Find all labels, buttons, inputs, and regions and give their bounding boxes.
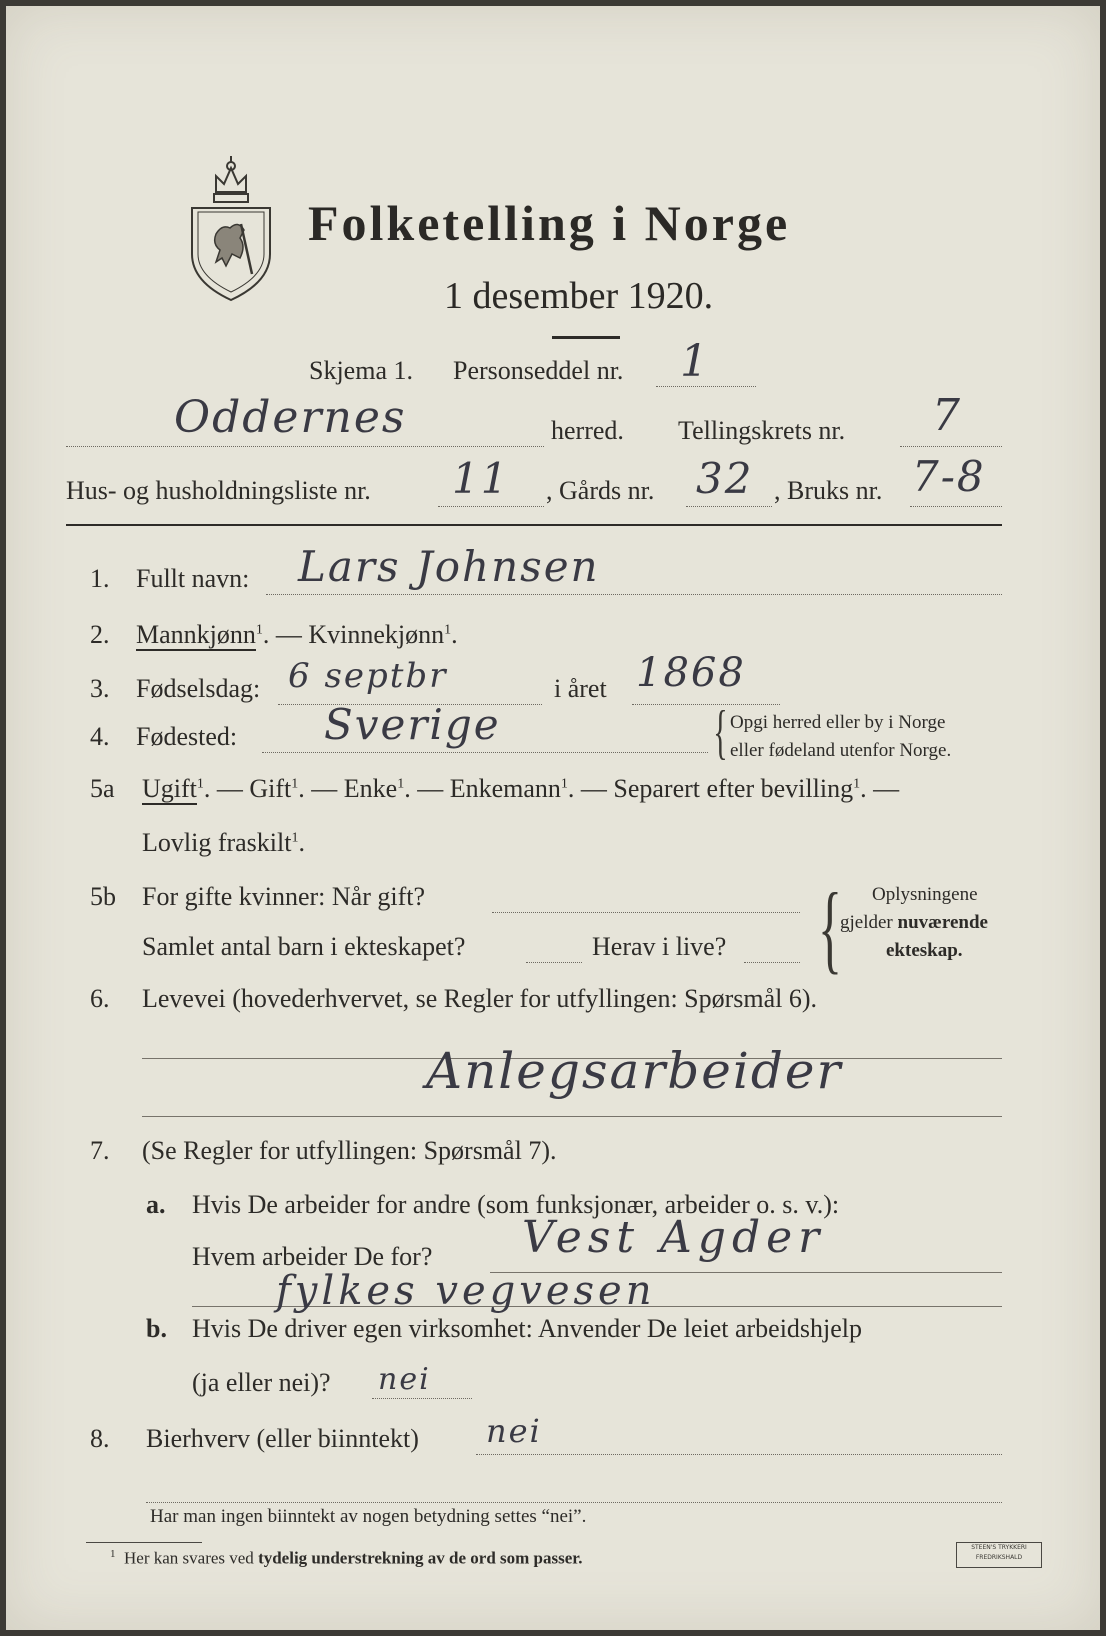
- q3-year-label: i året: [554, 674, 607, 703]
- printer-stamp: [956, 1542, 1042, 1568]
- q7b-line: [372, 1398, 472, 1399]
- q5a-gift[interactable]: Gift: [249, 774, 292, 803]
- q7a-value-2[interactable]: fylkes vegvesen: [276, 1268, 656, 1314]
- hus-label: Hus- og husholdningsliste nr.: [66, 476, 371, 505]
- q5a-enke[interactable]: Enke: [343, 774, 398, 803]
- q2-sep: . —: [262, 620, 309, 649]
- q2-mann[interactable]: Mannkjønn: [136, 620, 256, 649]
- q5a-ugift[interactable]: Ugift: [142, 774, 197, 803]
- q5a-sup-2: 1: [291, 776, 299, 792]
- q4-number: 4.: [90, 722, 110, 751]
- q7b-number: b.: [146, 1314, 167, 1343]
- herred-label: herred.: [551, 416, 624, 445]
- gards-line: [686, 506, 772, 507]
- q7-number: 7.: [90, 1136, 110, 1165]
- q1-value[interactable]: Lars Johnsen: [298, 542, 600, 591]
- gards-label: , Gårds nr.: [546, 476, 655, 505]
- herred-line: [66, 446, 544, 447]
- q5a-sup-1: 1: [196, 776, 204, 792]
- herred-value[interactable]: Oddernes: [174, 392, 407, 443]
- q7a-label: Hvis De arbeider for andre (som funksjonær, arbeider o. s. v.):: [192, 1190, 840, 1219]
- q3-year-line: [632, 704, 780, 705]
- q5a-sup-5: 1: [853, 776, 861, 792]
- bruks-label: , Bruks nr.: [774, 476, 883, 505]
- q6-line-2: [142, 1116, 1002, 1117]
- q7a-value-1[interactable]: Vest Agder: [522, 1212, 826, 1263]
- q5a-number: 5a: [90, 774, 115, 803]
- q1-label: Fullt navn:: [136, 564, 250, 593]
- q5a-fraskilt[interactable]: Lovlig fraskilt: [142, 828, 292, 857]
- q5b-note-2a: gjelder: [840, 912, 898, 933]
- q5a-options: Ugift$^1$. — Gift$^1$. — Enke$^1$. — Enkemann$^1$. — Separert efter bevilling$^1$. —: [142, 774, 900, 803]
- bruks-line: [910, 506, 1002, 507]
- q1-line: [266, 594, 1002, 595]
- footer-note: Har man ingen biinntekt av nogen betydning settes “nei”.: [150, 1506, 587, 1527]
- q8-line: [476, 1454, 1002, 1455]
- q4-line: [262, 752, 708, 753]
- q5b-line-1: [492, 912, 800, 913]
- tellingskrets-label: Tellingskrets nr.: [678, 416, 846, 445]
- header-divider: [66, 524, 1002, 526]
- census-form-page: [6, 6, 1100, 1630]
- title-divider: [552, 336, 620, 339]
- q5a-separert[interactable]: Separert efter bevilling: [613, 774, 854, 803]
- q5b-number: 5b: [90, 882, 116, 911]
- q7b-label: Hvis De driver egen virksomhet: Anvender De leiet arbeidshjelp: [192, 1314, 863, 1343]
- q2-end: .: [451, 620, 458, 649]
- personseddel-label: Personseddel nr.: [453, 356, 624, 385]
- q5b-line-2: [526, 962, 582, 963]
- stamp-line-1: STEEN'S TRYKKERI: [971, 1544, 1027, 1551]
- q6-number: 6.: [90, 984, 110, 1013]
- stamp-line-2: FREDRIKSHALD: [975, 1554, 1023, 1561]
- q5a-enkemann[interactable]: Enkemann: [449, 774, 561, 803]
- q6-label: Levevei (hovederhvervet, se Regler for utfyllingen: Spørsmål 6).: [142, 984, 818, 1013]
- q2-kvinne-sup: 1: [444, 622, 452, 638]
- q5b-line-3: [744, 962, 800, 963]
- q8-value[interactable]: nei: [486, 1412, 542, 1450]
- tellingskrets-value[interactable]: 7: [932, 390, 962, 441]
- q7-label: (Se Regler for utfyllingen: Spørsmål 7).: [142, 1136, 557, 1165]
- footnote-divider: [86, 1542, 202, 1543]
- norway-coat-of-arms-icon: [186, 154, 276, 309]
- q3-number: 3.: [90, 674, 110, 703]
- q7b-question: (ja eller nei)?: [192, 1368, 331, 1397]
- q5b-note-2b: nuværende: [897, 912, 988, 933]
- q5b-brace: {: [818, 872, 842, 983]
- tellingskrets-line: [900, 446, 1002, 447]
- q5a-sup-3: 1: [397, 776, 405, 792]
- bruks-value[interactable]: 7-8: [912, 452, 986, 501]
- q8-line-2: [146, 1502, 1002, 1503]
- q5b-note-2: [840, 912, 988, 934]
- q5a-sup-4: 1: [560, 776, 568, 792]
- q2-options: [136, 620, 458, 650]
- q5a-sup-6: 1: [291, 830, 299, 846]
- q8-number: 8.: [90, 1424, 110, 1453]
- q4-note-2: eller fødeland utenfor Norge.: [730, 740, 952, 761]
- q3-value[interactable]: 6 septbr: [288, 656, 448, 696]
- q7a-who-label: Hvem arbeider De for?: [192, 1242, 433, 1271]
- q8-label: Bierhverv (eller biinntekt): [146, 1424, 419, 1453]
- q4-label: Fødested:: [136, 722, 238, 751]
- q3-label: Fødselsdag:: [136, 674, 261, 703]
- q4-brace: {: [713, 699, 728, 765]
- q4-note-1: Opgi herred eller by i Norge: [730, 712, 946, 733]
- q5b-label-2: Samlet antal barn i ekteskapet?: [142, 932, 466, 961]
- gards-value[interactable]: 32: [696, 454, 754, 503]
- q7a-number: a.: [146, 1190, 166, 1219]
- q1-number: 1.: [90, 564, 110, 593]
- skjema-label: Skjema 1.: [309, 356, 413, 385]
- q2-mann-sup: 1: [255, 622, 263, 638]
- q5b-note-3: ekteskap.: [886, 940, 963, 961]
- q3-year-value[interactable]: 1868: [636, 650, 746, 696]
- q4-value[interactable]: Sverige: [324, 700, 501, 749]
- q5b-label-1: For gifte kvinner: Når gift?: [142, 882, 426, 911]
- footnote-a: Her kan svares ved: [124, 1548, 259, 1568]
- census-date: 1 desember 1920.: [444, 275, 714, 317]
- q2-kvinne[interactable]: Kvinnekjønn: [308, 620, 445, 649]
- q5b-label-3: Herav i live?: [592, 932, 727, 961]
- personseddel-value[interactable]: 1: [680, 336, 710, 387]
- footnote-b: tydelig understrekning av de ord som passer.: [258, 1548, 583, 1568]
- form-title: Folketelling i Norge: [308, 195, 791, 251]
- q6-value[interactable]: Anlegsarbeider: [426, 1042, 843, 1100]
- q7b-value[interactable]: nei: [378, 1362, 431, 1397]
- q5a-fraskilt-line: Lovlig fraskilt$^1$.: [142, 828, 305, 857]
- hus-value[interactable]: 11: [452, 454, 510, 503]
- footnote-num: 1: [110, 1548, 116, 1560]
- q2-number: 2.: [90, 620, 110, 649]
- q5b-note-1: Oplysningene: [872, 884, 978, 905]
- hus-line: [438, 506, 544, 507]
- footnote: [110, 1548, 583, 1569]
